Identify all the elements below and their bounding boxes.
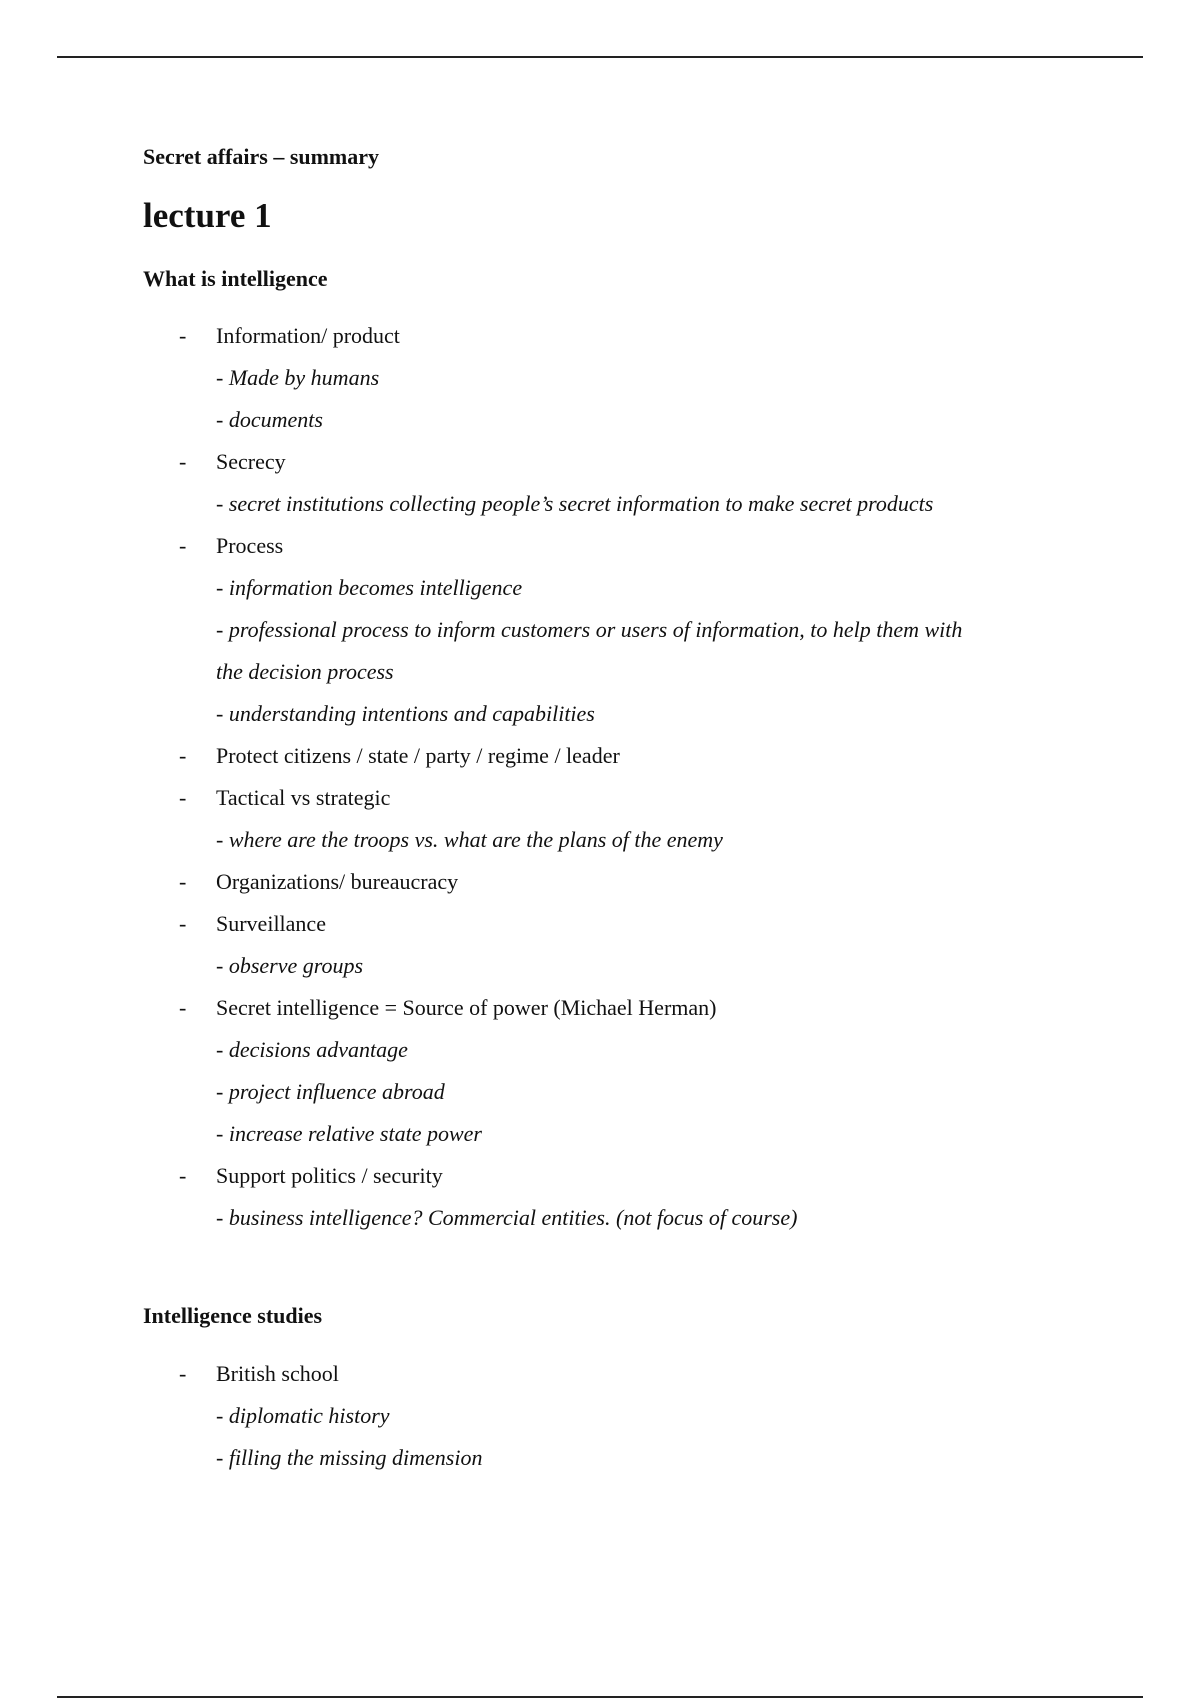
list-item bbox=[143, 735, 1103, 777]
list-item-label: Support politics / security bbox=[216, 1163, 443, 1188]
sub-item-note: - secret institutions collecting people’s secret information to make secret products bbox=[216, 491, 934, 516]
lecture-heading: lecture 1 bbox=[143, 196, 272, 235]
sub-item-note: - professional process to inform customers or users of information, to help them with bbox=[216, 617, 963, 642]
sub-item-note: - project influence abroad bbox=[216, 1079, 445, 1104]
bullet-list-what-is-intelligence bbox=[143, 315, 1103, 1239]
list-item bbox=[143, 903, 1103, 945]
list-item bbox=[143, 777, 1103, 819]
sub-item-note: - understanding intentions and capabilities bbox=[216, 701, 595, 726]
list-item-label: Protect citizens / state / party / regime / leader bbox=[216, 743, 620, 768]
list-item bbox=[143, 861, 1103, 903]
section-heading-what-is-intelligence: What is intelligence bbox=[143, 266, 328, 291]
list-item bbox=[143, 987, 1103, 1029]
list-item-label: Secret intelligence = Source of power (Michael Herman) bbox=[216, 995, 717, 1020]
sub-item-note: - filling the missing dimension bbox=[216, 1445, 483, 1470]
bullet-dash: - bbox=[179, 911, 187, 936]
bullet-dash: - bbox=[179, 449, 187, 474]
list-item-label: British school bbox=[216, 1361, 339, 1386]
bottom-rule bbox=[57, 1696, 1143, 1698]
sub-item-note: the decision process bbox=[216, 659, 394, 684]
sub-item-note: - diplomatic history bbox=[216, 1403, 390, 1428]
sub-item-note: - decisions advantage bbox=[216, 1037, 408, 1062]
bullet-dash: - bbox=[179, 1361, 187, 1386]
bullet-dash: - bbox=[179, 323, 187, 348]
bullet-dash: - bbox=[179, 1163, 187, 1188]
document-body bbox=[143, 140, 1103, 1479]
sub-item-note: - information becomes intelligence bbox=[216, 575, 523, 600]
list-item bbox=[143, 1155, 1103, 1197]
list-item-label: Information/ product bbox=[216, 323, 400, 348]
sub-item-note: - business intelligence? Commercial entities. (not focus of course) bbox=[216, 1205, 798, 1230]
list-item bbox=[143, 525, 1103, 567]
list-item-label: Secrecy bbox=[216, 449, 286, 474]
sub-item-note: - where are the troops vs. what are the plans of the enemy bbox=[216, 827, 723, 852]
bullet-dash: - bbox=[179, 785, 187, 810]
bullet-list-intelligence-studies bbox=[143, 1353, 1103, 1479]
list-item bbox=[143, 441, 1103, 483]
top-rule bbox=[57, 56, 1143, 58]
list-item-label: Organizations/ bureaucracy bbox=[216, 869, 459, 894]
section-heading-intelligence-studies: Intelligence studies bbox=[143, 1303, 323, 1328]
list-item bbox=[143, 315, 1103, 357]
list-item-label: Surveillance bbox=[216, 911, 326, 936]
bullet-dash: - bbox=[179, 995, 187, 1020]
document-title: Secret affairs – summary bbox=[143, 144, 380, 169]
sub-item-note: - increase relative state power bbox=[216, 1121, 482, 1146]
sub-item-note: - observe groups bbox=[216, 953, 364, 978]
bullet-dash: - bbox=[179, 533, 187, 558]
list-item-label: Process bbox=[216, 533, 284, 558]
bullet-dash: - bbox=[179, 743, 187, 768]
bullet-dash: - bbox=[179, 869, 187, 894]
sub-item-note: - Made by humans bbox=[216, 365, 380, 390]
sub-item-note: - documents bbox=[216, 407, 323, 432]
list-item bbox=[143, 1353, 1103, 1395]
list-item-label: Tactical vs strategic bbox=[216, 785, 391, 810]
